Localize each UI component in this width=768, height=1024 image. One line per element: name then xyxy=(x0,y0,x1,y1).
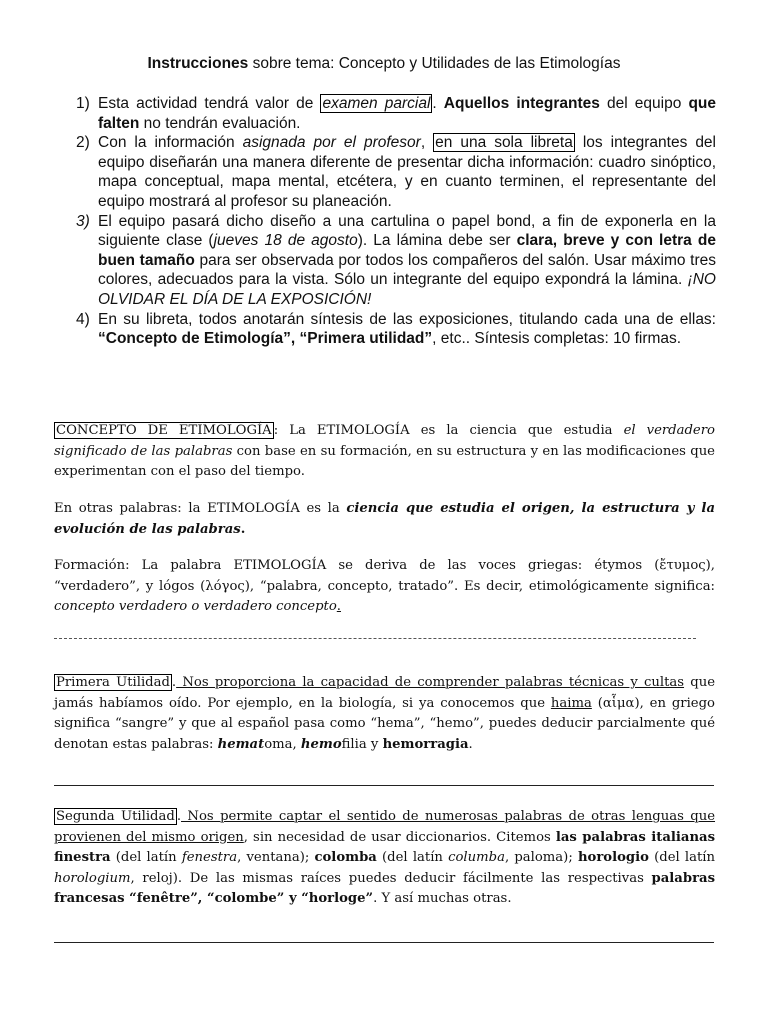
concepto-paragraph: CONCEPTO DE ETIMOLOGÍA : La ETIMOLOGÍA es la ciencia que estudia el verdadero significado de las palabras con base en su formación, en su estructura y en las modificaciones que experimentan con el paso del tiempo. xyxy=(54,423,715,479)
instruction-item: 1) Esta actividad tendrá valor de examen parcial . Aquellos integrantes del equipo que falten no tendrán evaluación. xyxy=(76,95,716,132)
section-label: Primera Utilidad xyxy=(56,675,170,690)
boxed-highlight: en una sola libreta xyxy=(435,134,573,152)
primera-paragraph: Primera Utilidad . Nos proporciona la capacidad de comprender palabras técnicas y cultas que jamás habíamos oído. Por ejemplo, en la biología, si ya conocemos que haima (αἷμα), en griego significa “sangre” y que al español pasa como “hema”, “hemo”, puedes deducir parcialmente qué denotan estas palabras: hematoma, hemofilia y hemorragia. xyxy=(54,675,715,752)
page-title: Instrucciones sobre tema: Concepto y Utilidades de las Etimologías xyxy=(147,55,621,72)
instruction-item: 3) El equipo pasará dicho diseño a una cartulina o papel bond, a fin de exponerla en la siguiente clase (jueves 18 de agosto). La lámina debe ser clara, breve y con letra de buen tamaño para ser observada por todos los compañeros del salón. Usar máximo tres colores, adecuados para la vista. Sólo un integrante del equipo expondrá la lámina. ¡NO OLVIDAR EL DÍA DE LA EXPOSICIÓN! xyxy=(76,212,716,308)
otras-palabras-section xyxy=(54,499,715,540)
section-label: Segunda Utilidad xyxy=(56,809,175,824)
horizontal-rule xyxy=(54,942,714,943)
instruction-item: 4) En su libreta, todos anotarán síntesis de las exposiciones, titulando cada una de ellas: “Concepto de Etimología”, “Primera utilidad”, etc.. Síntesis completas: 10 firmas. xyxy=(76,310,716,348)
instructions-list xyxy=(70,94,716,349)
formacion-section xyxy=(54,556,715,618)
formacion-paragraph: Formación: La palabra ETIMOLOGÍA se deriva de las voces griegas: étymos (ἔτυμος), “verdadero”, y lógos (λόγος), “palabra, concepto, tratado”. Es decir, etimológicamente significa: concepto verdadero o verdadero concepto. xyxy=(54,558,715,614)
segunda-utilidad-section xyxy=(54,807,715,910)
dashed-divider xyxy=(54,638,696,639)
boxed-highlight: examen parcial xyxy=(322,95,431,112)
horizontal-rule xyxy=(54,785,714,786)
otras-paragraph: En otras palabras: la ETIMOLOGÍA es la ciencia que estudia el origen, la estructura y la evolución de las palabras. xyxy=(54,501,715,537)
section-label: CONCEPTO DE ETIMOLOGÍA xyxy=(56,423,272,438)
concepto-section xyxy=(54,421,715,483)
segunda-paragraph: Segunda Utilidad . Nos permite captar el sentido de numerosas palabras de otras lenguas que provienen del mismo origen, sin necesidad de usar diccionarios. Citemos las palabras italianas finestra (del latín fenestra, ventana); colomba (del latín columba, paloma); horologio (del latín horologium, reloj). De las mismas raíces puedes deducir fácilmente las respectivas palabras francesas “fenêtre”, “colombe” y “horloge”. Y así muchas otras. xyxy=(54,809,716,906)
primera-utilidad-section xyxy=(54,673,715,755)
instruction-item: 2) Con la información asignada por el profesor, en una sola libreta los integrantes del equipo diseñarán una manera diferente de presentar dicha información: cuadro sinóptico, mapa conceptual, mapa mental, etcétera, y en cuanto terminen, el representante del equipo mostrará al profesor su planeación. xyxy=(76,134,716,210)
